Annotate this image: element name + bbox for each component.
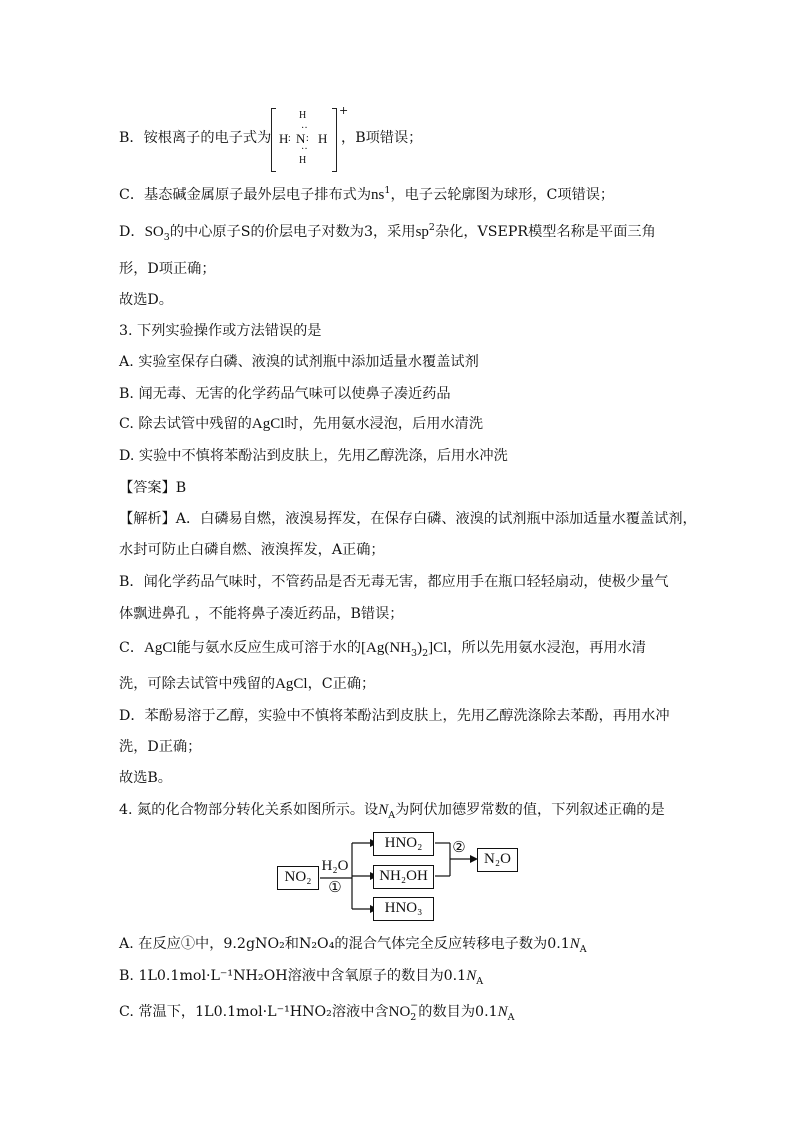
hno3-box: HNO₃ bbox=[373, 897, 434, 921]
question-4-stem: 4. 氮的化合物部分转化关系如图所示。设$N_A$为阿伏加德罗常数的值，下列叙述正确的是 bbox=[119, 802, 665, 821]
step-2-label: ② bbox=[452, 840, 466, 856]
option-b-explanation bbox=[119, 128, 271, 148]
right-bracket bbox=[332, 108, 337, 172]
lewis-n: N bbox=[296, 131, 306, 146]
n2o-box: N₂O bbox=[477, 848, 518, 872]
q4-option-a: A. 在反应①中，9.2gNO₂和N₂O₄的混合气体完全反应转移电子数为$0.1N_A$ bbox=[119, 936, 587, 955]
h2o-label: H₂O bbox=[321, 858, 349, 874]
ammonium-lewis-structure: H H : N : H ·· ·· H bbox=[271, 108, 337, 170]
q3-explanation-c: C．AgCl能与氨水反应生成可溶于水的$[Ag(NH_3)_2]Cl$，所以先用氨水浸泡，再用水清 bbox=[119, 640, 646, 659]
step-1-label: ① bbox=[328, 880, 342, 896]
text: B．铵根离子的电子式为 bbox=[119, 130, 272, 146]
no2-box: NO₂ bbox=[277, 866, 319, 890]
q3-answer: 【答案】B bbox=[119, 480, 187, 496]
lewis-right-h: H bbox=[318, 131, 328, 146]
q3-option-b: B. 闻无毒、无害的化学药品气味可以使鼻子凑近药品 bbox=[119, 386, 451, 402]
q3-option-a: A. 实验室保存白磷、液溴的试剂瓶中添加适量水覆盖试剂 bbox=[119, 354, 479, 370]
answer-d: 故选D。 bbox=[119, 292, 173, 308]
q3-option-d: D. 实验中不慎将苯酚沾到皮肤上，先用乙醇洗涤，后用水冲洗 bbox=[119, 448, 508, 464]
nh2oh-box: NH₂OH bbox=[373, 865, 434, 889]
q3-explanation-a: 【解析】A．白磷易自燃，液溴易挥发，在保存白磷、液溴的试剂瓶中添加适量水覆盖试剂， bbox=[119, 511, 697, 527]
q3-option-c: C. 除去试管中残留的AgCl时，先用氨水浸泡，后用水清洗 bbox=[119, 416, 484, 432]
left-bracket bbox=[271, 108, 276, 172]
hno2-box: HNO₂ bbox=[373, 832, 434, 856]
q3-explanation-b: B．闻化学药品气味时，不管药品是否无毒无害，都应用手在瓶口轻轻扇动，使极少量气 bbox=[119, 574, 669, 590]
lewis-bottom-h: H bbox=[299, 155, 307, 166]
option-c-explanation: C．基态碱金属原子最外层电子排布式为$ns^1$，电子云轮廓图为球形，C项错误； bbox=[119, 185, 615, 203]
option-d-explanation: D．$SO_3$的中心原子S的价层电子对数为3，采用$sp^2$杂化，VSEPR模型名称是平面三角 bbox=[119, 222, 656, 243]
q4-option-b: B. 1L0.1mol·L⁻¹NH₂OH溶液中含氧原子的数目为$0.1N_A$ bbox=[119, 968, 484, 987]
lewis-top-h: H bbox=[299, 110, 307, 121]
q4-option-c: C. 常温下，1L0.1mol·L⁻¹HNO₂溶液中含NO − 2 的数目为$0.1N_A$ bbox=[119, 1000, 515, 1023]
q3-final: 故选B。 bbox=[119, 770, 172, 786]
lewis-charge: + bbox=[339, 104, 349, 117]
text: ，B项错误； bbox=[341, 130, 423, 146]
lewis-left-h: H bbox=[279, 131, 289, 146]
q3-explanation-d: D．苯酚易溶于乙醇，实验中不慎将苯酚沾到皮肤上，先用乙醇洗涤除去苯酚，再用水冲 bbox=[119, 708, 670, 724]
question-3-stem: 3. 下列实验操作或方法错误的是 bbox=[119, 323, 322, 339]
